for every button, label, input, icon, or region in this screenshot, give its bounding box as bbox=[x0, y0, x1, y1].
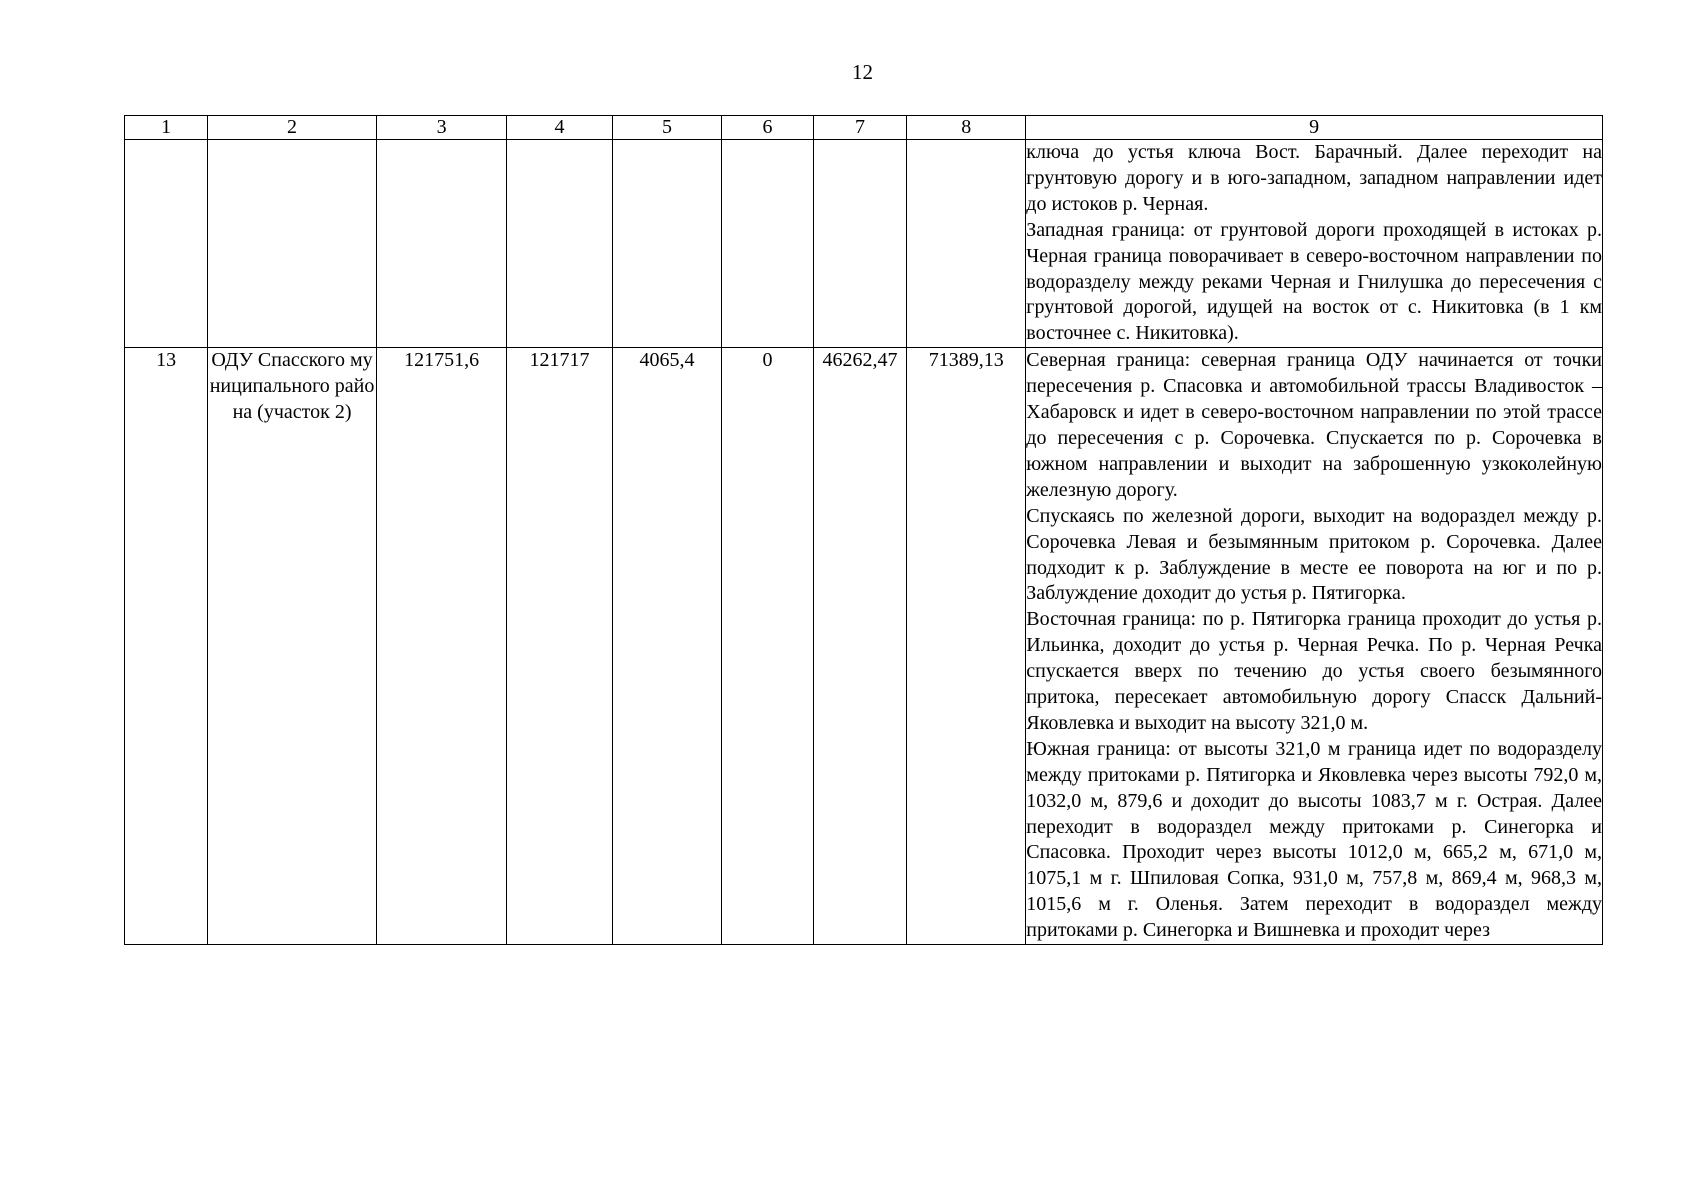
cell-col7 bbox=[813, 140, 907, 348]
column-header-3: 3 bbox=[376, 116, 507, 140]
cell-col8: 71389,13 bbox=[907, 348, 1026, 945]
column-header-4: 4 bbox=[507, 116, 612, 140]
cell-name: ОДУ Спасского муниципального района (участок 2) bbox=[208, 348, 377, 945]
column-header-7: 7 bbox=[813, 116, 907, 140]
cell-col5: 4065,4 bbox=[612, 348, 722, 945]
column-header-6: 6 bbox=[722, 116, 813, 140]
cell-col4 bbox=[507, 140, 612, 348]
boundary-paragraph: Южная граница: от высоты 321,0 м граница идет по водоразделу между притоками р. Пятигорка и Яковлевка через высоты 792,0 м, 1032,0 м, 879,6 и доходит до высоты 1083,7 м г. Острая. Далее переходит в водораздел между притоками р. Синегорка и Спасовка. Проходит через высоты 1012,0 м, 665,2 м, 671,0 м, 1075,1 м г. Шпиловая Сопка, 931,0 м, 757,8 м, 869,4 м, 968,3 м, 1015,6 м г. Оленья. Затем переходит в водораздел между притоками р. Синегорка и Вишневка и проходит через bbox=[1026, 737, 1602, 942]
cell-boundary-description bbox=[1026, 348, 1603, 945]
column-header-2: 2 bbox=[208, 116, 377, 140]
boundary-paragraph: ключа до устья ключа Вост. Барачный. Далее переходит на грунтовую дорогу и в юго-западном, западном направлении идет до истоков р. Черная. bbox=[1026, 141, 1602, 215]
boundary-paragraph: Западная граница: от грунтовой дороги проходящей в истоках р. Черная граница поворачивает в северо-восточном направлении по водоразделу между реками Черная и Гнилушка до пересечения с грунтовой дорогой, идущей на восток от с. Никитовка (в 1 км восточнее с. Никитовка). bbox=[1026, 218, 1602, 345]
cell-boundary-description bbox=[1026, 140, 1603, 348]
cell-number bbox=[125, 140, 208, 348]
cell-col4: 121717 bbox=[507, 348, 612, 945]
boundary-table bbox=[124, 115, 1603, 945]
cell-name bbox=[208, 140, 377, 348]
cell-col5 bbox=[612, 140, 722, 348]
column-header-8: 8 bbox=[907, 116, 1026, 140]
table-row bbox=[125, 348, 1603, 945]
column-header-1: 1 bbox=[125, 116, 208, 140]
table-row bbox=[125, 140, 1603, 348]
page-number: 12 bbox=[852, 60, 873, 84]
header-row bbox=[125, 116, 1603, 140]
column-header-5: 5 bbox=[612, 116, 722, 140]
boundary-paragraph: Северная граница: северная граница ОДУ начинается от точки пересечения р. Спасовка и автомобильной трассы Владивосток – Хабаровск и идет в северо-восточном направлении по этой трассе до пересечения с р. Сорочевка. Спускается по р. Сорочевка в южном направлении и выходит на заброшенную узкоколейную железную дорогу. bbox=[1026, 349, 1602, 501]
cell-col8 bbox=[907, 140, 1026, 348]
cell-col6 bbox=[722, 140, 813, 348]
boundary-paragraph: Восточная граница: по р. Пятигорка граница проходит до устья р. Ильинка, доходит до устья р. Черная Речка. По р. Черная Речка спускается вверх по течению до устья своего безымянного притока, пересекает автомобильную дорогу Спасск Дальний-Яковлевка и выходит на высоту 321,0 м. bbox=[1026, 608, 1602, 734]
cell-col3 bbox=[376, 140, 507, 348]
boundary-paragraph: Спускаясь по железной дороги, выходит на водораздел между р. Сорочевка Левая и безымянным притоком р. Сорочевка. Далее подходит к р. Заблуждение в месте ее поворота на юг и по р. Заблуждение доходит до устья р. Пятигорка. bbox=[1026, 504, 1602, 605]
cell-col7: 46262,47 bbox=[813, 348, 907, 945]
column-header-9: 9 bbox=[1026, 116, 1603, 140]
cell-col6: 0 bbox=[722, 348, 813, 945]
cell-col3: 121751,6 bbox=[376, 348, 507, 945]
cell-number: 13 bbox=[125, 348, 208, 945]
